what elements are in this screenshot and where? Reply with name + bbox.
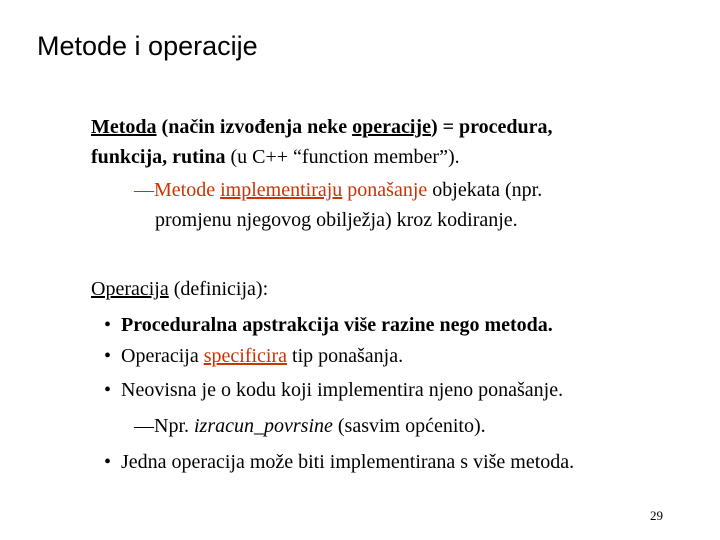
bullet-marker: • — [104, 345, 112, 367]
sub-example-text: (sasvim općenito). — [332, 415, 486, 437]
bullet-1 — [104, 313, 553, 337]
bullet-2 — [104, 344, 403, 368]
function-name: izracun_povrsine — [194, 415, 333, 437]
para1-line1-text: (način izvođenja neke — [156, 116, 353, 138]
bullet-3 — [104, 378, 563, 402]
bullet-2-text-end: tip ponašanja. — [287, 345, 404, 367]
bullet-1-text: Proceduralna apstrakcija više razine nego metoda. — [121, 314, 553, 336]
para2-heading-text: (definicija): — [168, 278, 269, 300]
bullet-marker: • — [104, 314, 112, 336]
term-specificira: specificira — [203, 345, 288, 367]
page-number: 29 — [650, 508, 663, 523]
sub-example — [134, 414, 486, 438]
para1-line1-text-end: ) = procedura, — [430, 116, 553, 138]
para2-heading — [91, 277, 268, 301]
bullet-3-text: Neovisna je o kodu koji implementira njeno ponašanje. — [121, 379, 564, 401]
para1-line2-text: (u C++ “function member”). — [225, 146, 460, 168]
para1-line3-lead: —Metode — [134, 179, 221, 201]
slide-title: Metode i operacije — [37, 31, 258, 61]
term-ponasanje: ponašanje — [347, 179, 428, 201]
para1-line2-bold: funkcija, rutina — [91, 146, 226, 168]
term-metoda: Metoda — [91, 116, 157, 138]
bullet-4-text: Jedna operacija može biti implementirana s više metoda. — [121, 451, 575, 473]
bullet-marker: • — [104, 451, 112, 473]
para1-line1 — [91, 115, 553, 139]
para1-line2 — [91, 145, 460, 169]
para1-line3 — [134, 178, 542, 202]
para1-line4: promjenu njegovog obilježja) kroz kodiranje. — [155, 209, 518, 231]
para1-line3-text: objekata (npr. — [427, 179, 543, 201]
term-implementiraju: implementiraju — [220, 179, 343, 201]
sub-example-lead: —Npr. — [134, 415, 194, 437]
term-operacije: operacije — [352, 116, 431, 138]
bullet-4 — [104, 450, 574, 474]
term-operacija: Operacija — [91, 278, 169, 300]
bullet-marker: • — [104, 379, 112, 401]
bullet-2-text: Operacija — [121, 345, 204, 367]
